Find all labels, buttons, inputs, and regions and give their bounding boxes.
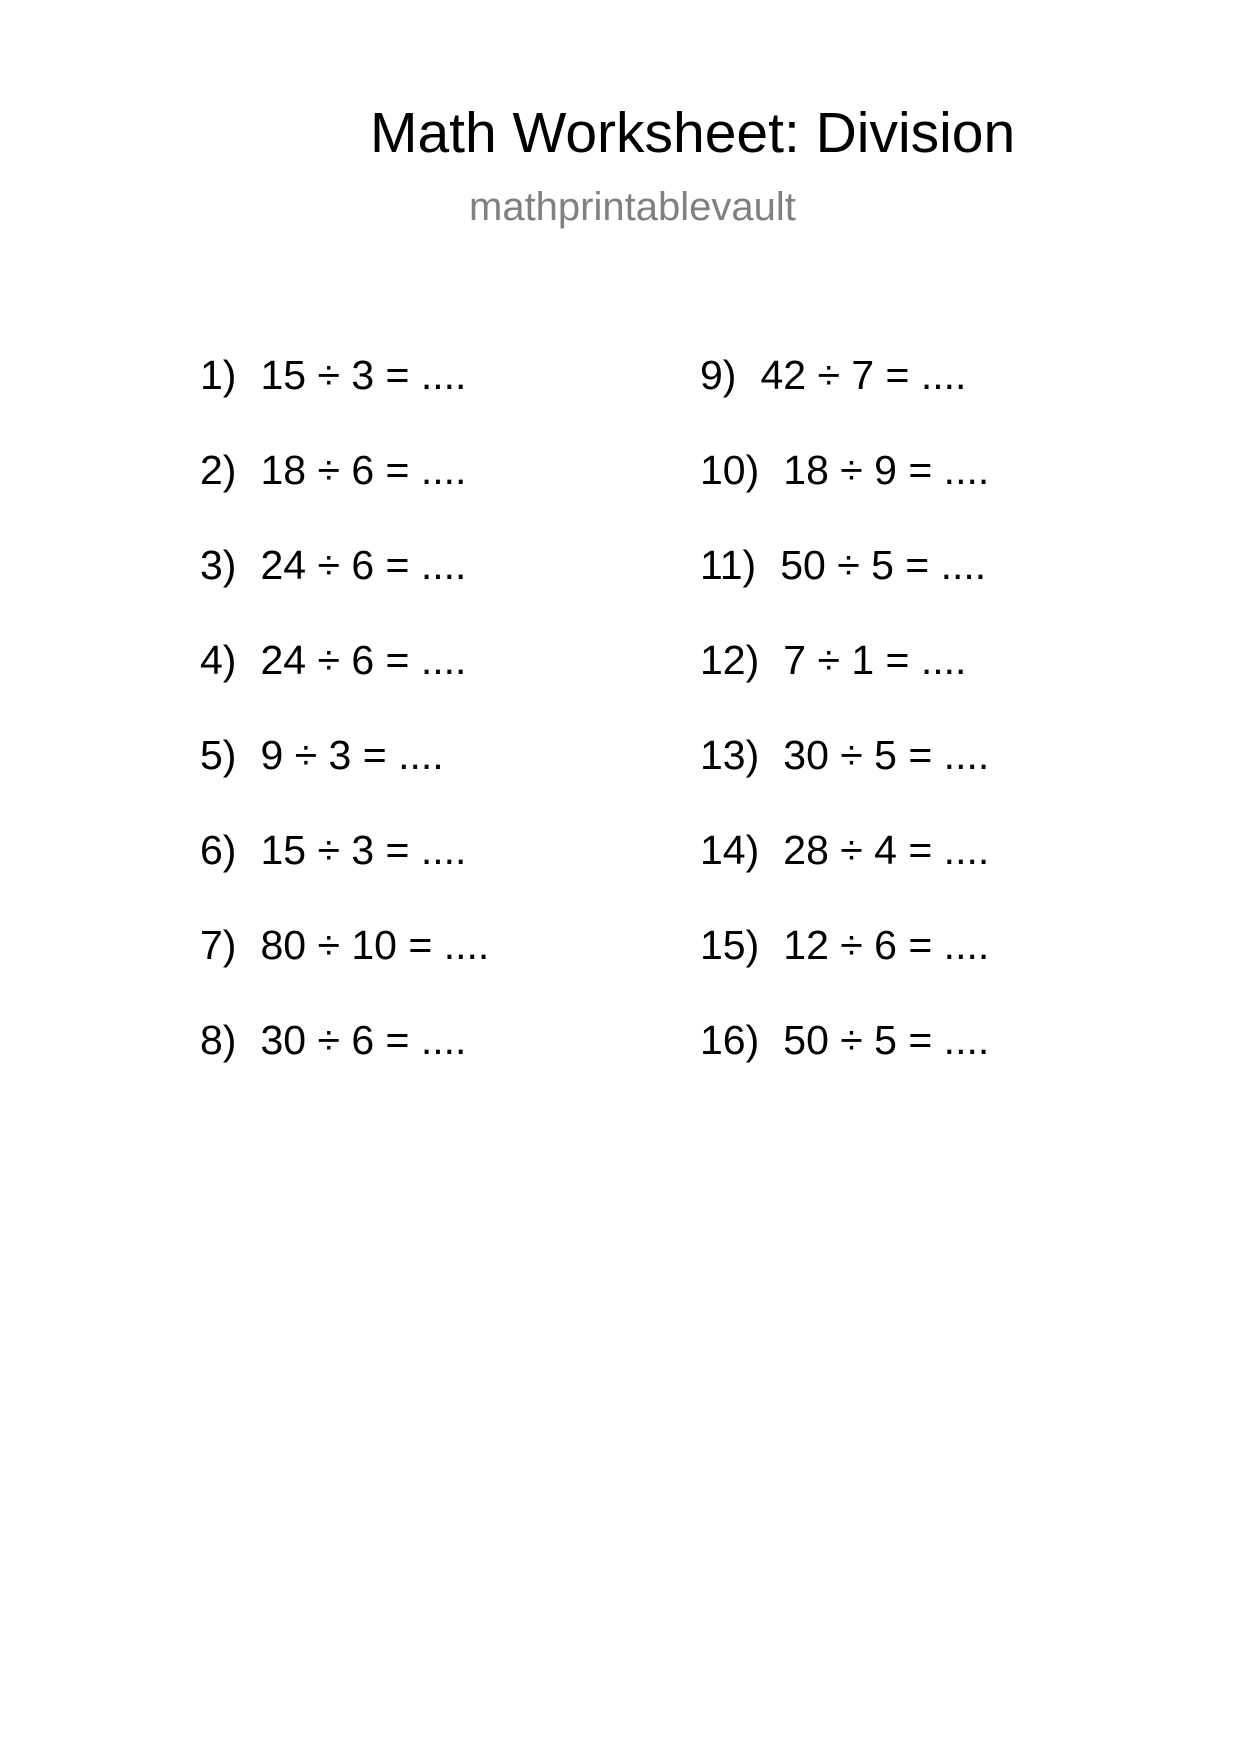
problem-number: 5) bbox=[200, 732, 237, 778]
problem-number: 2) bbox=[200, 447, 237, 493]
problem-number: 7) bbox=[200, 922, 237, 968]
problem-item bbox=[700, 535, 989, 630]
problem-number: 10) bbox=[700, 447, 760, 493]
problem-number: 1) bbox=[200, 352, 237, 398]
problem-expression: 15 ÷ 3 = .... bbox=[260, 827, 467, 873]
problem-expression: 28 ÷ 4 = .... bbox=[783, 827, 990, 873]
problem-list-right bbox=[700, 345, 989, 1105]
problem-expression: 24 ÷ 6 = .... bbox=[260, 637, 467, 683]
problem-expression: 7 ÷ 1 = .... bbox=[783, 637, 967, 683]
problem-expression: 50 ÷ 5 = .... bbox=[780, 542, 987, 588]
problem-item bbox=[200, 1010, 489, 1105]
problem-list-left bbox=[200, 345, 489, 1105]
problem-item bbox=[700, 440, 989, 535]
problem-expression: 50 ÷ 5 = .... bbox=[783, 1017, 990, 1063]
problem-item bbox=[200, 915, 489, 1010]
problem-expression: 30 ÷ 6 = .... bbox=[260, 1017, 467, 1063]
worksheet-title: Math Worksheet: Division bbox=[370, 101, 1016, 165]
problem-item bbox=[200, 345, 489, 440]
problem-item bbox=[200, 820, 489, 915]
problem-item bbox=[200, 725, 489, 820]
problem-expression: 18 ÷ 9 = .... bbox=[783, 447, 990, 493]
problem-number: 15) bbox=[700, 922, 760, 968]
problem-expression: 15 ÷ 3 = .... bbox=[260, 352, 467, 398]
problem-expression: 12 ÷ 6 = .... bbox=[783, 922, 990, 968]
problem-item bbox=[700, 725, 989, 820]
problem-expression: 30 ÷ 5 = .... bbox=[783, 732, 990, 778]
problem-item bbox=[700, 820, 989, 915]
problem-number: 16) bbox=[700, 1017, 760, 1063]
problem-item bbox=[200, 535, 489, 630]
problem-number: 8) bbox=[200, 1017, 237, 1063]
problem-number: 14) bbox=[700, 827, 760, 873]
problem-item bbox=[700, 915, 989, 1010]
problem-item bbox=[700, 630, 989, 725]
problem-expression: 18 ÷ 6 = .... bbox=[260, 447, 467, 493]
problem-number: 4) bbox=[200, 637, 237, 683]
problem-expression: 42 ÷ 7 = .... bbox=[760, 352, 967, 398]
problem-expression: 9 ÷ 3 = .... bbox=[260, 732, 444, 778]
problem-expression: 80 ÷ 10 = .... bbox=[260, 922, 490, 968]
problem-expression: 24 ÷ 6 = .... bbox=[260, 542, 467, 588]
problem-number: 6) bbox=[200, 827, 237, 873]
problem-number: 3) bbox=[200, 542, 237, 588]
problem-item bbox=[200, 440, 489, 535]
problem-item bbox=[700, 345, 989, 440]
problem-number: 9) bbox=[700, 352, 737, 398]
problem-number: 12) bbox=[700, 637, 760, 683]
problem-item bbox=[700, 1010, 989, 1105]
problem-item bbox=[200, 630, 489, 725]
problem-number: 13) bbox=[700, 732, 760, 778]
worksheet-subtitle: mathprintablevault bbox=[469, 185, 796, 229]
problem-number: 11) bbox=[700, 542, 757, 588]
